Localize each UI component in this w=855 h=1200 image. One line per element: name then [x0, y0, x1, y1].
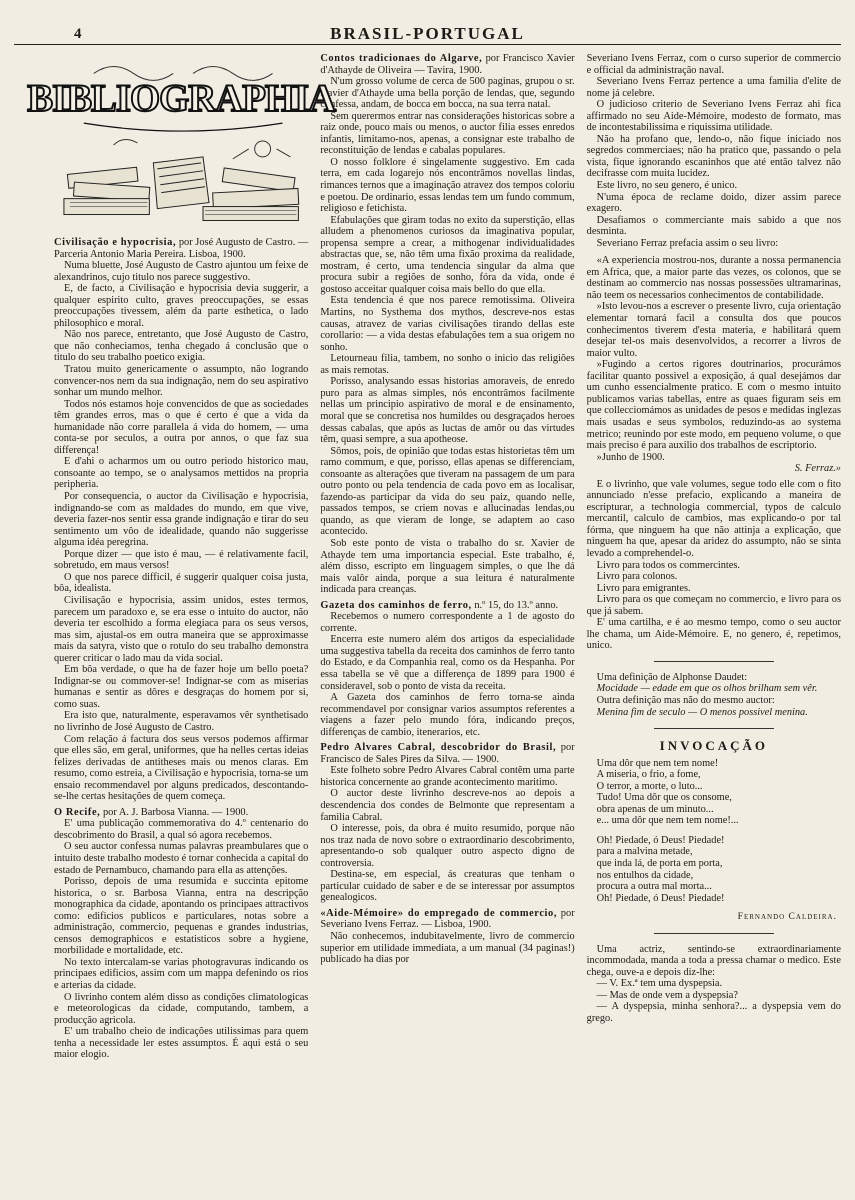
paragraph: O livrinho contem além disso as condições climatologicas e meteorologicas da cidade, computando, tambem, a producção agricola.: [54, 991, 309, 1026]
paragraph: Sem querermos entrar nas considerações historicas sobre a raiz onde, pouco mais ou menos, o auctor filia esses enredos infantis, limitamo-nos, apenas, a consignar este trabalho de reconstituição de lendas e cabalas populares.: [320, 110, 575, 157]
poem: [587, 758, 841, 905]
poem-line: e... uma dôr que nem tem nome!...: [596, 815, 739, 827]
paragraph: Não conhecemos, indubitavelmente, livro de commercio superior em utilidade immediata, a um manual (34 paginas!) publicado ha dias por: [320, 931, 575, 966]
paragraph: Numa bluette, José Augusto de Castro ajuntou um feixe de alexandrinos, cujo titulo nos parece suggestivo.: [54, 260, 309, 283]
paragraph: Não ha profano que, lendo-o, não fique iniciado nos segredos commerciaes; não ha pratico que, passando o pela vista, fique ignorando escaninhos que até então talvez não decifrasse com muita lucidez.: [586, 133, 841, 180]
paragraph: Sob este ponto de vista o trabalho do sr. Xavier de Athayde tem uma importancia especial. Este trabalho, é, além disso, escripto em linguagem simples, o que lhe dá mais valôr ainda, porque a sua leitura é naturalmente indicada para creanças.: [320, 537, 575, 596]
review-heading: «Aide-Mémoire» do empregado de commercio, por Severiano Ivens Ferraz. — Lisboa, 1900.: [320, 907, 575, 931]
definition-line: Mocidade — edade em que os olhos brilham sem vêr.: [596, 683, 818, 695]
paragraph: E' um trabalho cheio de indicações utilissimas para quem tenha a necessidade ler estes assumptos. É aqui está o seu maior elogio.: [54, 1026, 309, 1061]
review-heading: Gazeta dos caminhos de ferro, n.º 15, do 13.º anno.: [320, 599, 559, 611]
paragraph: Com relação á factura dos seus versos podemos affirmar que elles são, em geral, uniformes, que ha nelles certas ideias felizes derivadas de antitheses mais ou menos claras. Em resumo, como estreia, a Civilisação e hypocrisia, torna-se um ensaio recommendavel por alguns predicados, descontando-se-lhe certas hesitações de quem começa.: [54, 733, 309, 803]
paragraph: Civilisação e hypocrisia, assim unidos, estes termos, parecem um paradoxo e, se era esse o intuito do auctor, não deveria ter escolhido a forma elegiaca para os seus versos, mas sim, ajustal-os em outra maneira que se approximasse mais da satyra, visto que o rotulo do seu trabalho demonstra querer criticar o lado mau da vida social.: [54, 594, 309, 664]
section-divider: [587, 722, 841, 734]
paragraph: Este livro, no seu genero, é unico.: [596, 180, 738, 192]
preface-quote: [587, 255, 841, 474]
poem-line: Oh! Piedade, ó Deus! Piedade!: [596, 892, 725, 904]
paragraph: N'uma época de reclame doido, dizer assim parece exagero.: [586, 191, 841, 215]
paragraph: Tratou muito genericamente o assumpto, não logrando convencer-nos nem da sua indignação, nem do seu aspirativo sonhar um mundo melhor.: [54, 364, 309, 399]
paragraph: O judicioso criterio de Severiano Ivens Ferraz ahi fica affirmado no seu Aide-Mémoire, modesto de formato, mas de incontestabilissima e riquissima utilidade.: [586, 99, 841, 134]
paragraph: O nosso folklore é singelamente suggestivo. Em cada terra, em cada logarejo nós encontrâmos novellas lindas, rimances ternos que a imaginação atravez dos tempos coloriu e poetou. De ordinario, essas lendas tem um fundo commum, religioso e fetichista.: [320, 156, 575, 215]
banner-title: BIBLIOGRAPHIA: [27, 77, 336, 121]
paragraph: Letourneau filia, tambem, no sonho o inicio das religiões as mais remotas.: [320, 353, 575, 376]
paragraph: A Gazeta dos caminhos de ferro torna-se ainda recommendavel por consignar varios assumptos referentes a viagens a fazer pelo mundo fóra, indicando preços, differenças de cambio, itenerarios, etc.: [320, 692, 575, 738]
paragraph: Por consequencia, o auctor da Civilisação e hypocrisia, indignando-se com as maldades do mundo, em que vive, deveria fazer-nos sentir essa grande indignação e tirar do seu sentimento um vôo de idealidade, quando não suggerisse alguma idéa peregrina.: [54, 491, 309, 549]
paragraph: Sômos, pois, de opinião que todas estas historietas têm um ramo commum, e que, porisso, ellas apenas se differenciam, consoante as alterações que tiveram na passagem de um para outro ponto ou pela tendencia de cada povo em as localisar, fazendo-as participar da vida do seu paiz, quando nelle, passados tempos, se criem novas e allucinadas lendas,ou quando, as que vieram de longe, se adaptem ao caso acontecido.: [320, 445, 575, 538]
columns: [14, 45, 841, 1193]
paragraph: — Mas de onde vem a dyspepsia?: [596, 989, 738, 1001]
poem-line: procura a outra mal morta...: [596, 881, 712, 893]
quote-paragraph: «A experiencia mostrou-nos, durante a nossa permanencia em Africa, que, a maior parte das vezes, os colonos, que se destinam ao commercio nas nossas possessões ultramarinas, não teem os necessarios conhecimentos de contabilidade.: [586, 255, 841, 301]
paragraph: Livro para emigrantes.: [596, 582, 691, 594]
newspaper-title: BRASIL-PORTUGAL: [330, 24, 525, 43]
poem-line: obra apenas de um minuto...: [596, 803, 714, 815]
paragraph: E' uma cartilha, e é ao mesmo tempo, como o seu auctor lhe chama, um Aide-Mémoire. E, no genero, é, repetimos, unico.: [586, 617, 841, 652]
poem-line: Oh! Piedade, ó Deus! Piedade!: [596, 834, 725, 846]
poem-line: Tudo! Uma dôr que os consome,: [596, 792, 732, 804]
paragraph: N'um grosso volume de cerca de 500 paginas, grupou o sr. Xavier d'Athayde uma bella porção de lendas, que, segundo confessa, andam, de bocca em bocca, na sua terra natal.: [320, 76, 575, 111]
poem-line: que inda lá, de porta em porta,: [596, 858, 723, 869]
quote-signature: S. Ferraz.»: [794, 463, 841, 475]
poem-title: INVOCAÇÃO: [659, 738, 768, 754]
paragraph: Encerra este numero além dos artigos da especialidade uma suggestiva tabella da receita dos caminhos de ferro tanto do Estado, e da Companhia real, como os da Hespanha. Por essa tabella se vê que a differença de 1899 para 1900 é consideravel, sob o ponto de vista da receita.: [320, 634, 575, 692]
paragraph: Em bôa verdade, o que ha de fazer hoje um bello poeta? Indignar-se ou commover-se! Indignar-se com as miserias humanas e sentir as dôres e desgraças do homem por si, como suas.: [54, 664, 309, 710]
paragraph: O auctor deste livrinho descreve-nos ao depois a descendencia dos condes de Belmonte que representam a familia Cabral.: [320, 788, 575, 823]
paragraph: Livro para colonos.: [596, 571, 678, 583]
paragraph: Não nos parece, entretanto, que José Augusto de Castro, que não conheciamos, tenha chegado á conclusão que o titulo do seu trabalho poetico exigia.: [54, 329, 309, 364]
paragraph: Era isto que, naturalmente, esperavamos vêr synthetisado no livrinho de José Augusto de Castro.: [54, 710, 309, 733]
definition-line: Outra definição mas não do mesmo auctor:: [596, 694, 775, 706]
paragraph: E o livrinho, que vale volumes, segue todo elle com o fito annunciado n'esse prefacio, explicando a maneira de escripturar, a technologia commercial, typos de calculo mercantil, calculo de cambios, mas explicando-o por tal fórma, que ninguem ha que não attinja a explicação, que ninguem ha que, apesar da aridez do assumpto, não se sinta levado a comprehendel-o.: [586, 478, 841, 559]
paragraph: Livro para todos os commercintes.: [596, 559, 740, 571]
paragraph: Este folheto sobre Pedro Alvares Cabral contêm uma parte historica concernente ao grande acontecimento maritimo.: [320, 765, 575, 788]
poem-line: O terror, a morte, o luto...: [596, 780, 703, 792]
paragraph: Porisso, depois de uma resumida e succinta epitome historica, o sr. Barbosa Vianna, entra na descripção monographica da cidade, apontando os principaes attractivos como: edificios publicos e particulares, notas sobre a administração, commercio, pequenas e grandes industrias, censos demographicos e estatisticos sobre a hygiene, morbilidade e mortalidade, etc.: [54, 876, 309, 957]
paragraph: Porque dizer — que isto é mau, — é relativamente facil, sobretudo, em maus versos!: [54, 548, 309, 572]
section-divider: [587, 656, 841, 668]
paragraph: Livro para os que começam no commercio, e livro para os que já sabem.: [586, 594, 841, 617]
column-2: [320, 53, 574, 1193]
paragraph: — A dyspepsia, minha senhora?... a dyspepsia vem do grego.: [586, 1001, 841, 1025]
paragraph: Destina-se, em especial, ás creaturas que tenham o particular cuidado de saber e de se interessar por assumptos genealogicos.: [320, 869, 575, 904]
poem-line: nos entulhos da cidade,: [596, 869, 694, 881]
paragraph: — V. Ex.ª tem uma dyspepsia.: [596, 978, 723, 990]
poem-line: para a malvina metade,: [596, 846, 693, 858]
poem-signature: Fernando Caldeira.: [737, 912, 837, 923]
review-heading: Civilisação e hypocrisia, por José Augusto de Castro. — Parceria Antonio Maria Pereira. Lisboa, 1900.: [54, 237, 309, 260]
paragraph: O que nos parece difficil, é suggerir qualquer coisa justa, bôa, idealista.: [54, 571, 309, 595]
definition-line: Menina fim de seculo — O menos possivel menina.: [596, 706, 808, 718]
paragraph: E d'ahi o acharmos um ou outro periodo historico mau, consoante ao tempo, se o analysamos mettidos na propria peripheria.: [54, 456, 309, 491]
section-divider: [587, 928, 841, 940]
quote-paragraph: »Fugindo a certos rigores doutrinarios, procurámos facilitar quanto possivel a exposição, á qual desejámos dar um cunho essencialmente pratico. E com o mesmo intuito publicamos varias tabellas, entre as quaes figuram seis em que collecciomámos as unidades de pesos e medidas inglezas mais usadas e seus symbolos, reduzindo-as ao systema metrico; reunindo por este modo, em pequeno volume, o que mais preciso é para auxilio dos trabalhos de escriptorio.: [586, 359, 841, 452]
paragraph: E, de facto, a Civilisação e hypocrisia devia suggerir, a qualquer espirito culto, graves preoccupações, se essas preoccupações tivessem, além da parte esthetica, o lado philosophico e moral.: [54, 283, 309, 329]
review-heading: O Recife, por A. J. Barbosa Vianna. — 1900.: [54, 806, 249, 818]
quote-paragraph: »Isto levou-nos a escrever o presente livro, cuja orientação elementar tornará facil a consulta dos que poucos conhecimentos tiverem d'esta materia, e habilitará quem desejar tel-os mais desenvolvidos, a recorrer a livros de maior vulto.: [586, 301, 841, 359]
column-3: [587, 53, 841, 1193]
paragraph: Severiano Ivens Ferraz, com o curso superior de commercio e official da administração naval.: [586, 53, 841, 76]
paragraph: E' uma publicação commemorativa do 4.º centenario do descobrimento do Brasil, a qual só agora recebemos.: [54, 818, 309, 841]
review-heading: Contos tradicionaes do Algarve, por Francisco Xavier d'Athayde de Oliveira — Tavira, 1900.: [320, 53, 575, 76]
definition-line: Uma definição de Alphonse Daudet:: [596, 671, 748, 683]
paragraph: O seu auctor confessa numas palavras preambulares que o intuito deste trabalho modesto é tornar conhecida a capital do estado de Pernambuco, chamando para ella as attenções.: [54, 841, 309, 876]
bibliographia-illustration: [27, 53, 336, 231]
poem-stanza: [587, 758, 841, 827]
paragraph: Efabulações que giram todas no exito da superstição, ellas alludem a phenomenos curiosos da imaginativa popular, propensa sempre a crear, a mithogenar individualidades abstractas que, se, não têm uma fixão proxima da realidade, mostram, é certo, uma tendencia singular da alma que procura subir a regiões de sonho, fóra da vida, onde é gostoso acceitar qualquer coisa mais bello do que ella.: [320, 214, 575, 295]
paragraph: Porisso, analysando essas historias amoraveis, de enredo puro para as almas simples, nós encontrâmos facilmente nellas um principio aspirativo de moral e de ensinamento, moral que se concretisa nos humildes ou desgraçados heroes dessas cabalas, que após as luctas de amôr ou das virtudes têm, quasi sempre, a sua apotheose.: [320, 376, 575, 446]
paragraph: Esta tendencia é que nos parece remotissima. Oliveira Martins, no Systhema dos mythos, descreve-nos estas causas, atravez de varias civilisações tirando dellas este corollario: — a vida destas efabulações tem a sua origem no sonho.: [320, 295, 575, 353]
bibliographia-banner: [27, 53, 336, 231]
page-header: [14, 0, 841, 45]
quote-paragraph: »Junho de 1900.: [596, 451, 665, 463]
column-1: [27, 53, 336, 1193]
review-heading: Pedro Alvares Cabral, descobridor do Brasil, por Francisco de Sales Pires da Silva. — 1900.: [320, 742, 575, 765]
paragraph: No texto intercalam-se varias photogravuras indicando os principaes edificios, assim com um mappa defenindo os rios e arterias da cidade.: [54, 956, 309, 991]
paragraph: Severiano Ferraz prefacia assim o seu livro:: [596, 237, 779, 249]
poem-line: A miseria, o frio, a fome,: [596, 769, 701, 781]
paragraph: Severiano Ivens Ferraz pertence a uma familia d'elite de nome já celebre.: [586, 76, 841, 99]
paragraph: Desafiamos o commerciante mais sabido a que nos desminta.: [586, 214, 841, 238]
poem-line: Uma dôr que nem tem nome!: [596, 757, 719, 769]
paragraph: O interesse, pois, da obra é muito resumido, porque não nos traz nada de novo sobre o extraordinario descobrimento, apresentando-o sob qualquer outro aspecto digno de controversia.: [320, 823, 575, 869]
paragraph: Uma actriz, sentindo-se extraordinariamente incommodada, manda a toda a pressa chamar o medico. Este chega, ouve-a e depois diz-lhe:: [586, 943, 841, 978]
paragraph: Recebemos o numero correspondente a 1 de agosto do corrente.: [320, 611, 575, 634]
paragraph: Todos nós estamos hoje convencidos de que as sociedades têm grandes erros, mas o que é certo é que a vida da humanidade não corre parallela á vida do homem, — uma conta-se por seculos, a outra por annos, o que faz sua differença!: [54, 398, 309, 456]
poem-stanza: [587, 835, 841, 904]
page-number: 4: [74, 26, 82, 42]
